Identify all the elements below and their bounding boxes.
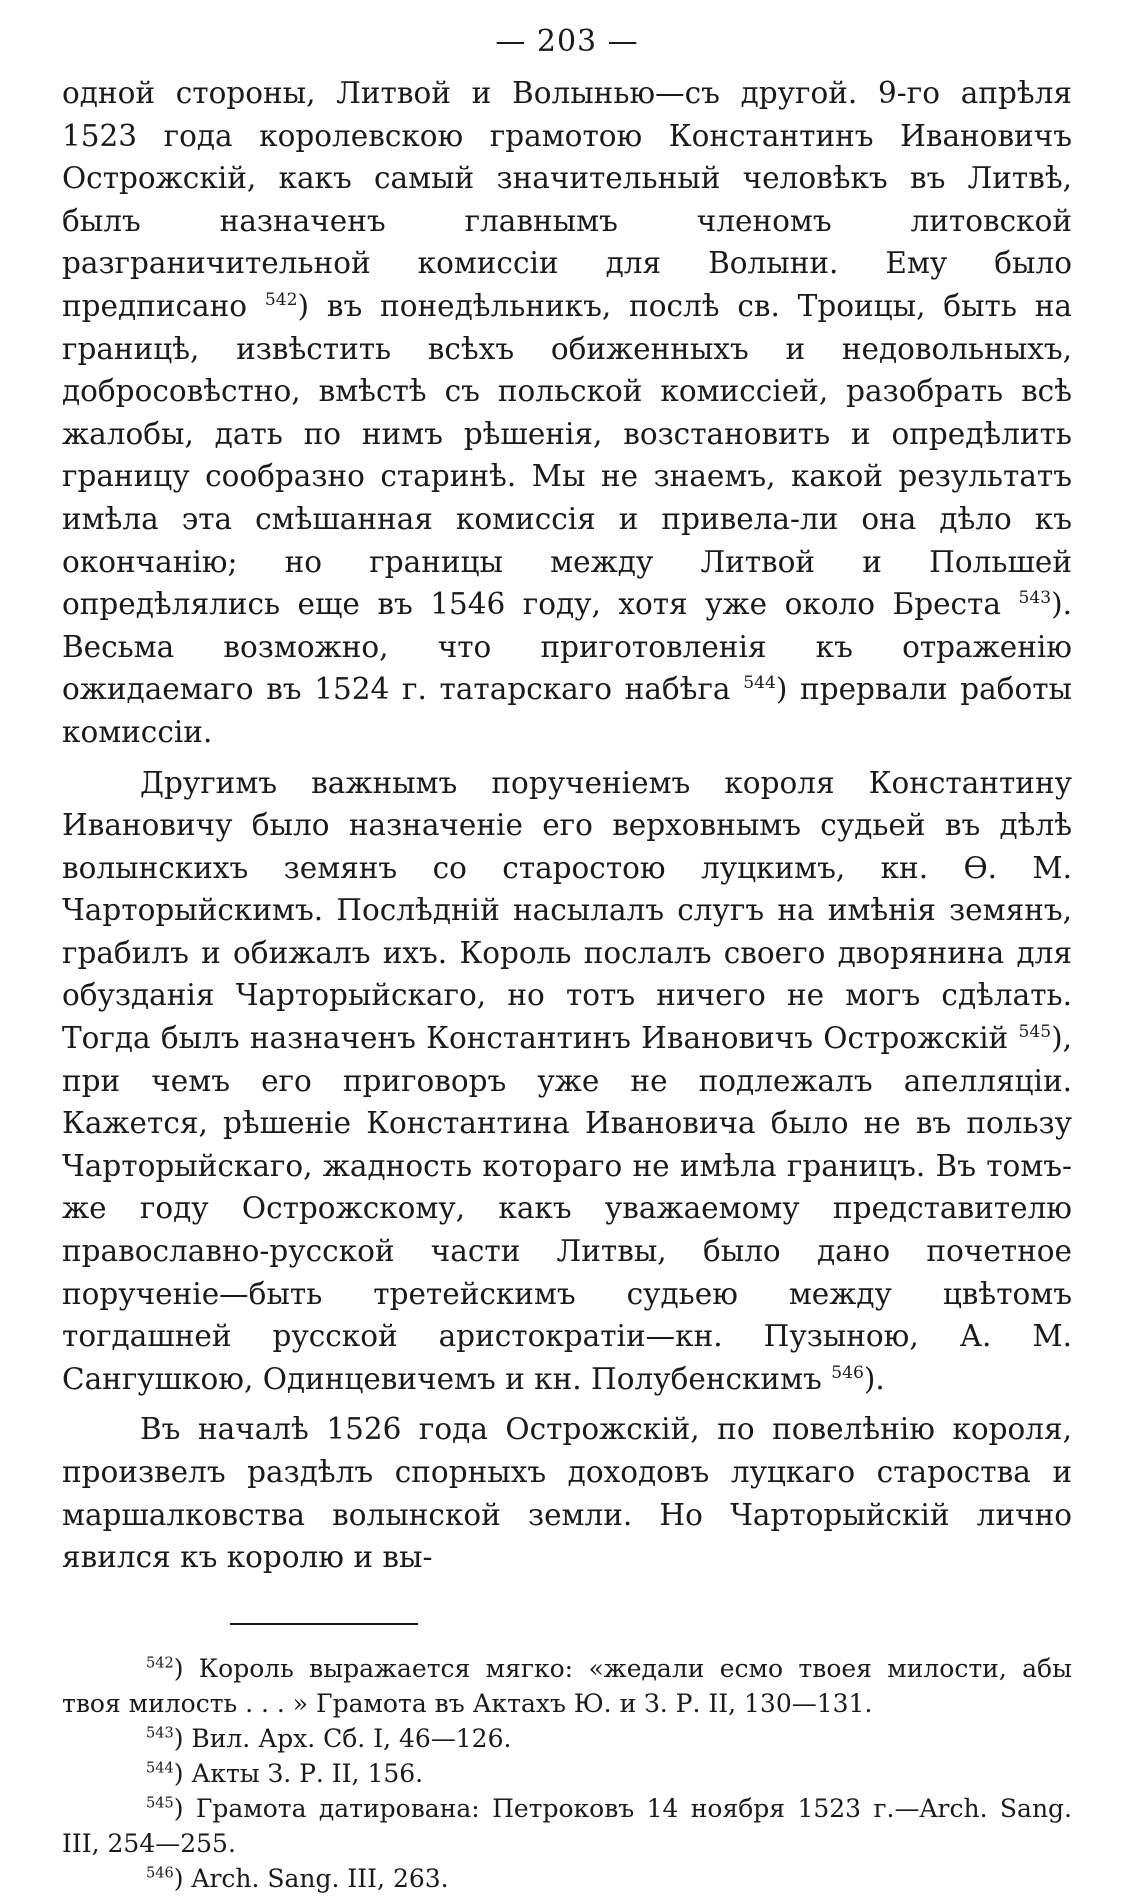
text-segment: ). Весьма возможно, что приготовленія къ отраженію ожидаемаго въ 1524 г. татарскаго набѣга bbox=[62, 587, 1072, 707]
footnote bbox=[62, 1721, 1072, 1756]
footnote bbox=[62, 1791, 1072, 1861]
paragraph bbox=[62, 762, 1072, 1401]
footnote-divider bbox=[230, 1623, 418, 1625]
text-segment: ) прервали работы комиссіи. bbox=[62, 672, 1073, 749]
footnote bbox=[62, 1861, 1072, 1896]
footnote-ref: 543 bbox=[1018, 588, 1052, 609]
footnote-text: ) Акты З. Р. II, 156. bbox=[173, 1758, 424, 1788]
page-number: — 203 — bbox=[495, 24, 639, 59]
footnote-text: ) Король выражается мягко: «жедали есмо твоея милости, абы твоя милость . . . » Грамота въ Актахъ Ю. и З. Р. II, 130—131. bbox=[62, 1653, 1072, 1718]
footnote-number: 545 bbox=[146, 1795, 174, 1812]
footnote-number: 544 bbox=[146, 1760, 174, 1777]
footnote-text: ) Вил. Арх. Сб. I, 46—126. bbox=[173, 1723, 512, 1753]
footnote bbox=[62, 1651, 1072, 1721]
text-segment: Въ началѣ 1526 года Острожскій, по повелѣнію короля, произвелъ раздѣлъ спорныхъ доходовъ луцкаго староства и маршалковства волынской земли. Но Чарторыйскій лично явился къ королю и вы- bbox=[62, 1412, 1072, 1575]
main-text bbox=[62, 72, 1072, 1579]
footnote-ref: 544 bbox=[743, 673, 776, 694]
footnote bbox=[62, 1756, 1072, 1791]
footnote-number: 542 bbox=[146, 1655, 174, 1672]
text-segment: ). bbox=[863, 1361, 885, 1396]
footnote-text: ) Грамота датирована: Петроковъ 14 ноября 1523 г.—Arch. Sang. III, 254—255. bbox=[62, 1793, 1072, 1858]
text-segment: ) въ понедѣльникъ, послѣ св. Троицы, быть на границѣ, извѣстить всѣхъ обиженныхъ и недовольныхъ, добросовѣстно, вмѣстѣ съ польской комиссіей, разобрать всѣ жалобы, дать по нимъ рѣшенія, возстановить и опредѣлить границу сообразно старинѣ. Мы не знаемъ, какой результатъ имѣла эта смѣшанная комиссія и привела-ли она дѣло къ окончанію; но границы между Литвой и Польшей опредѣлялись еще въ 1546 году, хотя уже около Бреста bbox=[62, 288, 1072, 622]
footnote-ref: 545 bbox=[1018, 1022, 1052, 1043]
paragraph bbox=[62, 1408, 1072, 1578]
footnote-ref: 542 bbox=[264, 290, 298, 311]
footnotes bbox=[62, 1651, 1072, 1896]
book-page bbox=[62, 22, 1072, 1896]
text-segment: ), при чемъ его приговоръ уже не подлежалъ апелляціи. Кажется, рѣшеніе Константина Ивановича было не въ пользу Чарторыйскаго, жадность котораго не имѣла границъ. Въ томъ-же году Острожскому, какъ уважаемому представителю православно-русской части Литвы, было дано почетное порученіе—быть третейскимъ судьею между цвѣтомъ тогдашней русской аристократіи—кн. Пузыною, А. М. Сангушкою, Одинцевичемъ и кн. Полубенскимъ bbox=[62, 1021, 1072, 1396]
paragraph bbox=[62, 72, 1072, 754]
footnote-ref: 546 bbox=[831, 1362, 864, 1383]
footnote-number: 543 bbox=[146, 1725, 174, 1742]
footnote-number: 546 bbox=[146, 1865, 174, 1882]
footnote-text: ) Arch. Sang. III, 263. bbox=[173, 1863, 449, 1893]
text-segment: одной стороны, Литвой и Волынью—съ другой. 9-го апрѣля 1523 года королевскою грамотою Константинъ Ивановичъ Острожскій, какъ самый значительный человѣкъ въ Литвѣ, былъ назначенъ главнымъ членомъ литовской разграничительной комиссіи для Волыни. Ему было предписано bbox=[62, 76, 1072, 323]
text-segment: Другимъ важнымъ порученіемъ короля Константину Ивановичу было назначеніе его верховнымъ судьей въ дѣлѣ волынскихъ земянъ со старостою луцкимъ, кн. Ѳ. М. Чарторыйскимъ. Послѣдній насылалъ слугъ на имѣнія земянъ, грабилъ и обижалъ ихъ. Король послалъ своего дворянина для обузданія Чарторыйскаго, но тотъ ничего не могъ сдѣлать. Тогда былъ назначенъ Константинъ Ивановичъ Острожскій bbox=[62, 765, 1072, 1056]
